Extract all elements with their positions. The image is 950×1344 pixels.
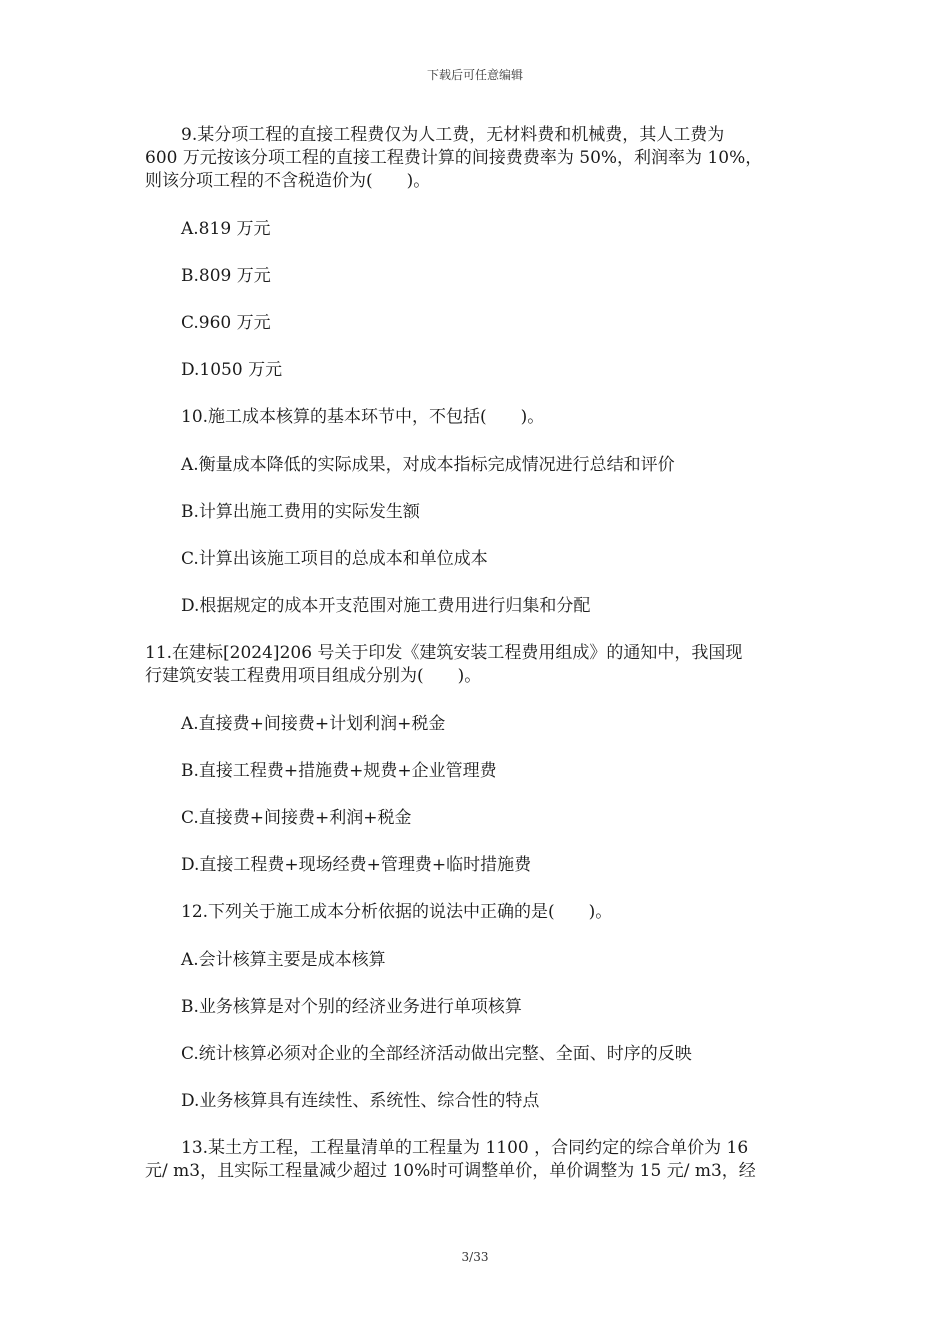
question-12 <box>145 901 810 924</box>
document-body <box>145 124 810 1208</box>
option-d: D.业务核算具有连续性、系统性、综合性的特点 <box>181 1091 540 1111</box>
question-13 <box>145 1137 810 1183</box>
question-11 <box>145 642 810 688</box>
option-c: C.计算出该施工项目的总成本和单位成本 <box>181 549 488 569</box>
option-b: B.业务核算是对个别的经济业务进行单项核算 <box>181 997 522 1017</box>
question-10 <box>145 406 810 429</box>
question-text-line: 则该分项工程的不含税造价为( )。 <box>145 171 431 191</box>
question-text-line: 元/ m3，且实际工程量减少超过 10%时可调整单价，单价调整为 15 元/ m3，经 <box>145 1161 756 1181</box>
option-c: C.960 万元 <box>181 313 271 333</box>
question-text-line: 12.下列关于施工成本分析依据的说法中正确的是( )。 <box>181 902 613 922</box>
option-a: A.819 万元 <box>181 219 271 239</box>
question-9 <box>145 124 810 193</box>
option-d: D.根据规定的成本开支范围对施工费用进行归集和分配 <box>181 596 591 616</box>
question-text-line: 9.某分项工程的直接工程费仅为人工费，无材料费和机械费，其人工费为 <box>181 125 725 145</box>
question-text-line: 11.在建标[2024]206 号关于印发《建筑安装工程费用组成》的通知中，我国现 <box>145 643 743 663</box>
option-a: A.直接费+间接费+计划利润+税金 <box>181 714 446 734</box>
option-b: B.直接工程费+措施费+规费+企业管理费 <box>181 761 497 781</box>
question-text-line: 13.某土方工程，工程量清单的工程量为 1100 ，合同约定的综合单价为 16 <box>181 1138 749 1158</box>
option-c: C.统计核算必须对企业的全部经济活动做出完整、全面、时序的反映 <box>181 1044 692 1064</box>
option-a: A.衡量成本降低的实际成果，对成本指标完成情况进行总结和评价 <box>181 455 675 475</box>
question-text-line: 600 万元按该分项工程的直接工程费计算的间接费费率为 50%，利润率为 10%， <box>145 148 763 168</box>
page-number: 3/33 <box>461 1250 489 1264</box>
option-b: B.计算出施工费用的实际发生额 <box>181 502 420 522</box>
option-d: D.直接工程费+现场经费+管理费+临时措施费 <box>181 855 532 875</box>
option-d: D.1050 万元 <box>181 360 283 380</box>
header-note: 下载后可任意编辑 <box>426 68 523 82</box>
option-c: C.直接费+间接费+利润+税金 <box>181 808 412 828</box>
question-text-line: 10.施工成本核算的基本环节中，不包括( )。 <box>181 407 545 427</box>
option-a: A.会计核算主要是成本核算 <box>181 950 386 970</box>
question-text-line: 行建筑安装工程费用项目组成分别为( )。 <box>145 666 482 686</box>
option-b: B.809 万元 <box>181 266 271 286</box>
